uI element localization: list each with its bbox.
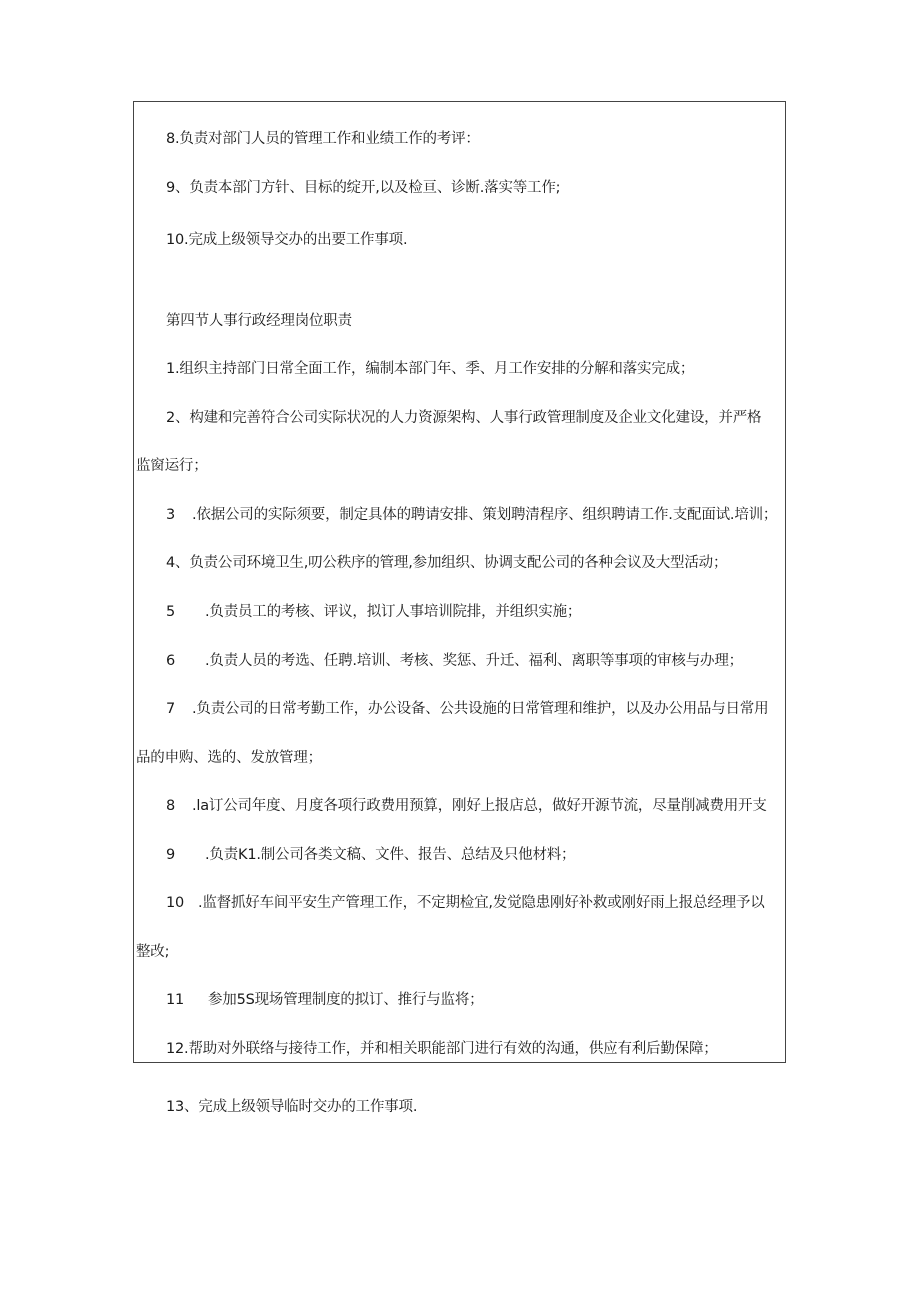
- item-text: .负责公司的日常考勤工作，办公设备、公共设施的日常管理和维护，以及办公用品与日常用: [192, 701, 769, 717]
- section-heading: 第四节人事行政经理岗位职责: [166, 313, 352, 329]
- hr-duty-8: [166, 796, 767, 816]
- item-number: 5: [166, 604, 176, 620]
- item-number: 11: [166, 992, 185, 1008]
- hr-duty-6: [166, 651, 743, 671]
- hr-duty-4: 4、负责公司环境卫生,叨公秩序的管理,参加组织、协调支配公司的各种会议及大型活动；: [166, 555, 728, 571]
- hr-duty-9: [166, 845, 575, 865]
- hr-duty-12: 12.帮助对外联络与接待工作，并和相关职能部门进行有效的沟通，供应有利后勤保障；: [166, 1041, 718, 1057]
- item-number: 7: [166, 701, 176, 717]
- item-number: 8: [166, 798, 176, 814]
- duty-item-8: 8.负责对部门人员的管理工作和业绩工作的考评：: [166, 131, 480, 147]
- hr-duty-7-cont: 品的申购、选的、发放管理；: [136, 750, 322, 766]
- item-text: .依据公司的实际须要，制定具体的聘请安排、策划聘清程序、组织聘请工作.支配面试.培训；: [192, 507, 778, 523]
- item-number: 9: [166, 847, 176, 863]
- hr-duty-13: 13、完成上级领导临时交办的工作事项.: [166, 1099, 418, 1115]
- hr-duty-11: [166, 990, 483, 1010]
- hr-duty-7: [166, 699, 768, 719]
- hr-duty-10: [166, 893, 765, 913]
- item-text: .la订公司年度、月度各项行政费用预算，刚好上报店总，做好开源节流，尽量削减费用开支: [192, 798, 767, 814]
- item-number: 3: [166, 507, 176, 523]
- hr-duty-3: [166, 505, 777, 525]
- hr-duty-10-cont: 整改;: [136, 944, 170, 960]
- item-text: .负责K1.制公司各类文稿、文件、报告、总结及只他材料；: [205, 847, 576, 863]
- duty-item-9: 9、负责本部门方针、目标的绽开,以及检亘、诊断.落实等工作;: [166, 180, 561, 196]
- item-text: .负责员工的考核、评议，拟订人事培训院排，并组织实施；: [205, 604, 582, 620]
- hr-duty-1: 1.组织主持部门日常全面工作，编制本部门年、季、月工作安排的分解和落实完成；: [166, 361, 695, 377]
- hr-duty-2-cont: 监窗运行；: [136, 458, 208, 474]
- item-number: 10: [166, 895, 185, 911]
- item-text: .监督抓好车间平安生产管理工作，不定期检宜,发觉隐患刚好补救或刚好雨上报总经理予以: [198, 895, 765, 911]
- hr-duty-5: [166, 602, 581, 622]
- item-number: 6: [166, 653, 176, 669]
- hr-duty-2: 2、构建和完善符合公司实际状况的人力资源架构、人事行政管理制度及企业文化建设，并严格: [166, 410, 762, 426]
- item-text: 参加5S现场管理制度的拟订、推行与监将；: [208, 992, 484, 1008]
- item-text: .负责人员的考选、任聘.培训、考核、奖惩、升迁、福利、离职等事项的审核与办理；: [205, 653, 743, 669]
- duty-item-10: 10.完成上级领导交办的出要工作事项.: [166, 232, 408, 248]
